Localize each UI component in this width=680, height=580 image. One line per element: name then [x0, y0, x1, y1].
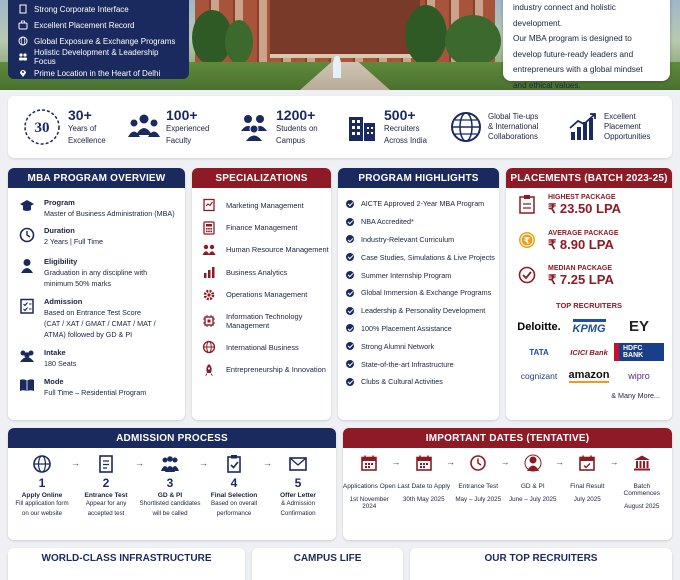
- check-circle-icon: [346, 378, 354, 386]
- rocket-icon: [202, 363, 216, 377]
- specializations-panel: [192, 168, 331, 420]
- arrow-right-icon: →: [500, 457, 510, 467]
- overview-item: Duration 2 Years | Full Time: [8, 226, 185, 257]
- check-circle-icon: [346, 360, 354, 368]
- selection-clipboard-icon: [224, 454, 244, 474]
- our-top-recruiters-panel: OUR TOP RECRUITERS: [410, 548, 672, 580]
- specialization-item: Operations Management: [192, 284, 331, 306]
- check-circle-icon: [346, 218, 354, 226]
- stats-bar: [8, 96, 672, 158]
- highlight-item: Case Studies, Simulations & Live Projects: [338, 248, 499, 266]
- test-paper-icon: [96, 454, 116, 474]
- stat-recruiters: 500+ Recruiters Across India: [334, 107, 438, 147]
- logo-kpmg: KPMG: [573, 319, 606, 335]
- about-card: industry connect and holistic development. Our MBA program is designed to develop future-ready leaders and entrepreneurs with a global mindset and ethical values.: [503, 0, 670, 81]
- stat-placement: Excellent Placement Opportunities: [556, 112, 666, 142]
- campus-life-panel: CAMPUS LIFE: [252, 548, 403, 580]
- pin-icon: [18, 68, 28, 78]
- check-circle-icon: [346, 324, 354, 332]
- interview-icon: [524, 454, 542, 472]
- target-check-icon: [518, 265, 536, 285]
- stat-students: 1200+ Students on Campus: [226, 107, 334, 147]
- panel-title: MBA PROGRAM OVERVIEW: [8, 168, 185, 188]
- check-circle-icon: [346, 235, 354, 243]
- svg-text:30: 30: [34, 120, 50, 136]
- office-building-icon: [346, 111, 378, 143]
- calendar-icon: [360, 454, 378, 472]
- panel-title: PLACEMENTS (BATCH 2023-25): [506, 168, 672, 188]
- panel-title: SPECIALIZATIONS: [192, 168, 331, 188]
- highlight-item: Global Immersion & Exchange Programs: [338, 284, 499, 302]
- calendar-icon: [578, 454, 596, 472]
- globe-icon: [450, 111, 482, 143]
- check-circle-icon: [346, 289, 354, 297]
- svg-text:₹: ₹: [523, 236, 531, 247]
- admission-step: 1 Apply Online Fill application form on our website →: [10, 454, 74, 518]
- globe-icon: [32, 454, 52, 474]
- building-icon: [18, 4, 28, 14]
- checklist-icon: [19, 298, 35, 314]
- highlight-item: Clubs & Cultural Activities: [338, 373, 499, 391]
- specialization-item: Information Technology Management: [192, 306, 331, 336]
- admission-step: 5 Offer Letter & Admission Confirmation: [266, 454, 330, 518]
- overview-item: Program Master of Business Administration (MBA): [8, 198, 185, 226]
- specialization-item: Business Analytics: [192, 261, 331, 283]
- check-circle-icon: [346, 342, 354, 350]
- placements-panel: [506, 168, 672, 420]
- date-milestone: GD & PI June – July 2025 →: [506, 454, 561, 510]
- logo-cognizant: cognizant: [520, 371, 558, 381]
- highlight-item: Leadership & Personality Development: [338, 302, 499, 320]
- briefcase-icon: [18, 20, 28, 30]
- highlight-item: AICTE Approved 2-Year MBA Program: [338, 195, 499, 213]
- check-circle-icon: [346, 307, 354, 315]
- placement-stat: ₹ AVERAGE PACKAGE ₹ 8.90 LPA: [506, 230, 672, 265]
- check-circle-icon: [346, 200, 354, 208]
- panel-title: IMPORTANT DATES (TENTATIVE): [343, 428, 672, 448]
- overview-item: Eligibility Graduation in any discipline with minimum 50% marks: [8, 257, 185, 297]
- placement-stat: MEDIAN PACKAGE ₹ 7.25 LPA: [506, 265, 672, 299]
- hero-banner: [0, 0, 680, 90]
- arrow-right-icon: →: [555, 457, 564, 467]
- specialization-item: Marketing Management: [192, 194, 331, 216]
- highlight-item: 100% Placement Assistance: [338, 320, 499, 338]
- arrow-right-icon: →: [609, 457, 619, 467]
- logo-deloitte: Deloitte.: [517, 320, 561, 333]
- hero-item: Strong Corporate Interface: [18, 1, 181, 17]
- logo-wipro: wipro: [628, 371, 650, 381]
- it-icon: [202, 314, 216, 328]
- faculty-icon: [128, 113, 160, 141]
- logo-ey: EY: [628, 318, 649, 335]
- stat-global: Global Tie-ups & International Collaborations: [438, 111, 556, 143]
- important-dates-panel: [343, 428, 672, 540]
- date-milestone: Final Result July 2025 →: [560, 454, 615, 510]
- specialization-item: Entrepreneurship & Innovation: [192, 358, 331, 380]
- globe-icon: [18, 36, 28, 46]
- arrow-right-icon: →: [199, 458, 208, 468]
- program-overview-panel: [8, 168, 185, 420]
- overview-item: Intake 180 Seats: [8, 348, 185, 377]
- arrow-right-icon: →: [135, 458, 144, 468]
- finance-icon: [202, 221, 216, 235]
- clipboard-icon: [518, 194, 536, 214]
- laurel-badge-icon: [22, 107, 62, 147]
- arrow-right-icon: →: [391, 457, 401, 467]
- highlight-item: Industry-Relevant Curriculum: [338, 231, 499, 249]
- highlight-item: NBA Accredited*: [338, 213, 499, 231]
- arrow-right-icon: →: [263, 458, 272, 468]
- gear-icon: [202, 288, 216, 302]
- check-circle-icon: [346, 253, 354, 261]
- more-recruiters-text: & Many More...: [611, 391, 660, 400]
- panel-title: PROGRAM HIGHLIGHTS: [338, 168, 499, 188]
- date-milestone: Applications Open 1st November 2024 →: [343, 454, 397, 510]
- specialization-item: Human Resource Management: [192, 239, 331, 261]
- group-discussion-icon: [160, 454, 180, 474]
- placement-stat: HIGHEST PACKAGE ₹ 23.50 LPA: [506, 194, 672, 230]
- logo-tata: TATA: [529, 347, 549, 357]
- people-icon: [18, 52, 28, 62]
- students-icon: [238, 113, 270, 141]
- hero-item: Global Exposure & Exchange Programs: [18, 33, 181, 49]
- hero-highlights-list: [8, 0, 189, 79]
- panel-title: ADMISSION PROCESS: [8, 428, 336, 448]
- hero-item: Prime Location in the Heart of Delhi: [18, 65, 181, 81]
- admission-step: 3 GD & PI Shortlisted candidates will be called →: [138, 454, 202, 518]
- envelope-icon: [288, 454, 308, 474]
- logo-amazon: amazon: [568, 369, 610, 381]
- logo-icici: ICICI Bank: [570, 347, 608, 357]
- university-icon: [633, 454, 651, 472]
- globe-icon: [202, 340, 216, 354]
- logo-hdfc: HDFC BANK: [614, 343, 664, 361]
- overview-item: Mode Full Time – Residential Program: [8, 377, 185, 407]
- stat-faculty: 100+ Experienced Faculty: [116, 107, 226, 147]
- arrow-right-icon: →: [71, 458, 80, 468]
- highlight-item: Summer Internship Program: [338, 266, 499, 284]
- admission-process-panel: [8, 428, 336, 540]
- marketing-icon: [202, 198, 216, 212]
- specialization-item: Finance Management: [192, 216, 331, 238]
- person-icon: [19, 258, 35, 274]
- arrow-right-icon: →: [446, 457, 455, 467]
- admission-step: 2 Entrance Test Appear for any accepted test →: [74, 454, 138, 518]
- clock-icon: [469, 454, 487, 472]
- program-highlights-panel: [338, 168, 499, 420]
- calendar-icon: [415, 454, 433, 472]
- date-milestone: Batch Commences August 2025: [615, 454, 670, 510]
- recruiter-logos: [506, 318, 672, 383]
- highlight-item: State-of-the-art Infrastructure: [338, 355, 499, 373]
- top-recruiters-title: TOP RECRUITERS: [556, 301, 622, 310]
- hr-icon: [202, 243, 216, 257]
- highlight-item: Strong Alumni Network: [338, 337, 499, 355]
- check-circle-icon: [346, 271, 354, 279]
- hero-item: Excellent Placement Record: [18, 17, 181, 33]
- hero-item: Holistic Development & Leadership Focus: [18, 49, 181, 65]
- growth-chart-icon: [568, 112, 598, 142]
- analytics-icon: [202, 265, 216, 279]
- group-icon: [19, 349, 35, 363]
- fountain: [333, 56, 341, 78]
- overview-item: Admission Based on Entrance Test Score (CAT / XAT / GMAT / CMAT / MAT / ATMA) followed by GD & PI: [8, 297, 185, 348]
- date-milestone: Last Date to Apply 30th May 2025 →: [397, 454, 452, 510]
- date-milestone: Entrance Test May – July 2025 →: [451, 454, 506, 510]
- graduation-cap-icon: [19, 199, 35, 213]
- rupee-coin-icon: [518, 230, 536, 250]
- clock-icon: [19, 227, 35, 243]
- specialization-item: International Business: [192, 336, 331, 358]
- book-icon: [19, 378, 35, 392]
- admission-step: 4 Final Selection Based on overall performance →: [202, 454, 266, 518]
- infrastructure-panel: WORLD-CLASS INFRASTRUCTURE: [8, 548, 245, 580]
- stat-years: 30 30+ Years of Excellence: [8, 107, 116, 147]
